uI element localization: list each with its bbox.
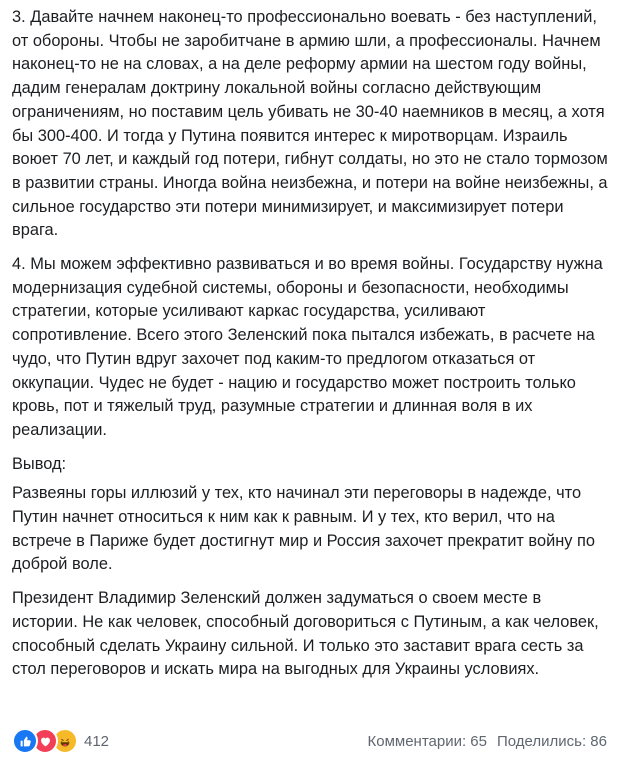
like-icon (12, 728, 38, 754)
reaction-count: 412 (84, 732, 110, 750)
comments-count-link[interactable]: Комментарии: 65 (367, 732, 487, 750)
post-conclusion-heading: Вывод: (12, 454, 67, 473)
post-body (12, 6, 608, 692)
reactions-summary[interactable] (12, 728, 109, 754)
post-stats (368, 733, 608, 750)
post-paragraph-4: 4. Мы можем эффективно развиваться и во время войны. Государству нужна модернизация судебной системы, обороны и безопасности, необходимы стратегии, которые усиливают каркас государства, усиливают сопротивление. Всего этого Зеленский пока пытался избежать, в расчете на чудо, что Путин вдруг захочет под каким-то предлогом отказаться от оккупации. Чудес не будет - нацию и государство может построить только кровь, пот и тяжелый труд, разумные стратегии и длинная воля в их реализации. (12, 255, 603, 439)
post-footer (12, 728, 607, 754)
post-paragraph-3: 3. Давайте начнем наконец-то профессионально воевать - без наступлений, от обороны. Чтобы не заробитчане в армию шли, а профессионалы. Начнем наконец-то не на словах, а на деле реформу армии на шестом году войны, дадим генералам доктрину локальной войны согласно действующим ограничениям, но поставим цель убивать не 30-40 наемников в месяц, а хотя бы 300-400. И тогда у Путина появится интерес к миротворцам. Израиль воюет 70 лет, и каждый год потери, гибнут солдаты, но это не стало тормозом в развитии страны. Иногда война неизбежна, и потери на войне неизбежны, а сильное государство эти потери минимизирует, и максимизирует потери врага. (12, 8, 608, 240)
post-paragraph-president: Президент Владимир Зеленский должен задуматься о своем месте в истории. Не как человек, способный договориться с Путиным, а как человек, способный сделать Украину сильной. И только это заставит врага сесть за стол переговоров и искать мира на выгодных для Украины условиях. (12, 589, 599, 679)
shares-count-link[interactable]: Поделились: 86 (497, 732, 607, 750)
post-paragraph-conclusion: Развеяны горы иллюзий у тех, кто начинал эти переговоры в надежде, что Путин начнет относиться к ним как к равным. И у тех, кто верил, что на встрече в Париже будет достигнут мир и Россия захочет прекратит войну по доброй воле. (12, 484, 596, 574)
